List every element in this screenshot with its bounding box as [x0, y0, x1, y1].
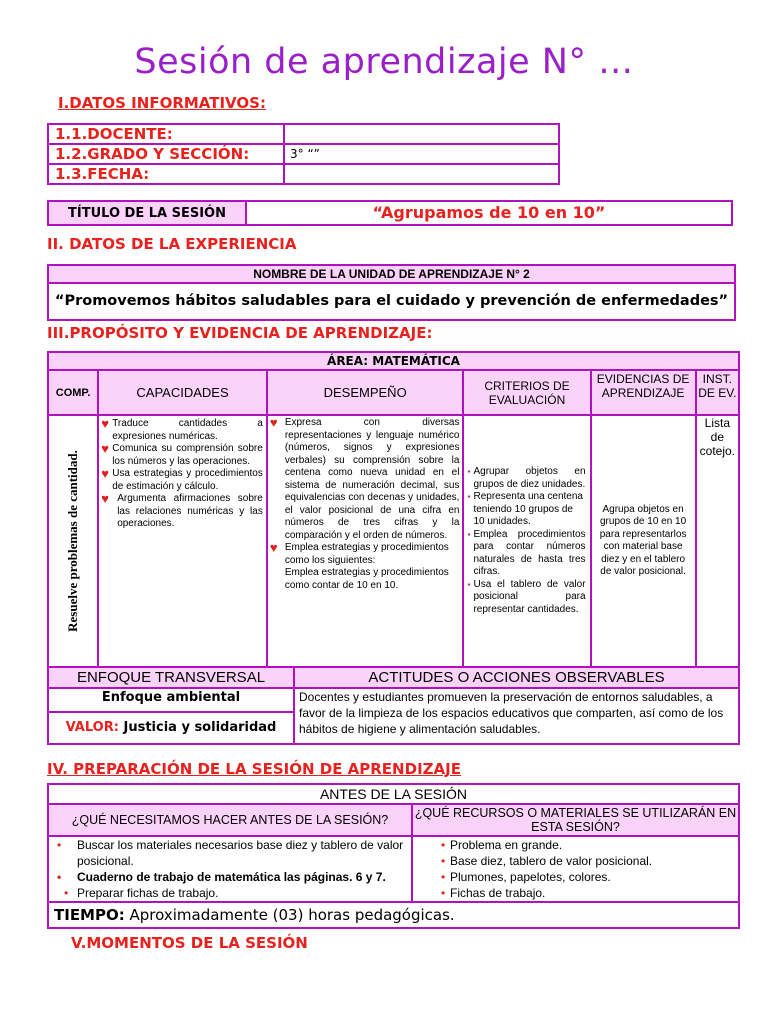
criterio-item: ▪ Agrupar objetos en grupos de diez unidades. [467, 466, 586, 490]
capacidades-cell [98, 415, 267, 667]
tiempo-value: Aproximadamente (03) horas pedagógicas. [129, 906, 455, 924]
desempeno-cell [267, 415, 464, 667]
bullet-icon: • [57, 870, 62, 884]
hacer-item: • Preparar fichas de trabajo. [53, 885, 407, 901]
header-comp: COMP. [48, 370, 98, 415]
heart-icon: ♥ [101, 416, 109, 431]
grado-value: 3° “” [284, 144, 559, 164]
fecha-value [284, 164, 559, 184]
antes-title: ANTES DE LA SESIÓN [48, 784, 739, 804]
section-preparacion: IV. PREPARACIÓN DE LA SESIÓN DE APRENDIZAJE [47, 760, 461, 778]
recurso-item: • Base diez, tablero de valor posicional. [441, 854, 653, 868]
antes-table [47, 783, 740, 929]
bullet-icon: • [441, 870, 446, 884]
header-capacidades: CAPACIDADES [98, 370, 267, 415]
recursos-cell [412, 836, 739, 902]
bullet-icon: ▪ [467, 579, 471, 589]
hacer-item: • Cuaderno de trabajo de matemática las páginas. 6 y 7. [53, 869, 407, 885]
criterio-item: ▪ Emplea procedimientos para contar números naturales de hasta tres cifras. [467, 528, 586, 577]
titulo-value: “Agrupamos de 10 en 10” [246, 201, 732, 225]
section-proposito: III.PROPÓSITO Y EVIDENCIA DE APRENDIZAJE: [47, 324, 433, 342]
q1-header: ¿QUÉ NECESITAMOS HACER ANTES DE LA SESIÓN? [48, 804, 412, 836]
grado-label: 1.2.GRADO Y SECCIÓN: [48, 144, 284, 164]
competencia-cell [48, 415, 98, 667]
bullet-icon: • [441, 886, 446, 900]
bullet-icon: • [57, 838, 62, 852]
header-desempeno: DESEMPEÑO [267, 370, 464, 415]
heart-icon: ♥ [101, 441, 109, 456]
unidad-table [47, 264, 736, 321]
titulo-table [47, 200, 733, 226]
bullet-icon: • [441, 838, 446, 852]
valor-value: Justicia y solidaridad [123, 720, 277, 735]
docente-label: 1.1.DOCENTE: [48, 124, 284, 144]
section-datos-experiencia: II. DATOS DE LA EXPERIENCIA [47, 235, 297, 253]
recurso-item: • Fichas de trabajo. [441, 886, 546, 900]
enfoque-name: Enfoque ambiental [48, 688, 294, 712]
section-datos-informativos: I.DATOS INFORMATIVOS: [58, 94, 266, 112]
valor-label: VALOR: [65, 720, 119, 735]
tiempo-label: TIEMPO: [54, 906, 125, 924]
bullet-icon: • [64, 886, 69, 900]
hacer-item: • Buscar los materiales necesarios base diez y tablero de valor posicional. [53, 837, 407, 869]
enfoque-header: ENFOQUE TRANSVERSAL [48, 667, 294, 688]
evidencia-cell [591, 415, 696, 667]
hacer-cell [48, 836, 412, 902]
bullet-icon: ▪ [467, 529, 471, 539]
bullet-icon: ▪ [467, 492, 471, 501]
page-title: Sesión de aprendizaje N° … [134, 42, 634, 82]
section-momentos: V.MOMENTOS DE LA SESIÓN [71, 934, 308, 952]
heart-icon: ♥ [269, 540, 278, 555]
heart-icon: ♥ [101, 466, 109, 481]
recurso-item: • Problema en grande. [441, 838, 563, 852]
area-table [47, 351, 740, 754]
recurso-item: • Plumones, papelotes, colores. [441, 870, 611, 884]
instrumento-cell [696, 415, 739, 667]
criterio-item: ▪ Representa una centena teniendo 10 grupos de 10 unidades. [467, 491, 583, 527]
unidad-label: NOMBRE DE LA UNIDAD DE APRENDIZAJE N° 2 [48, 265, 735, 283]
unidad-value: “Promovemos hábitos saludables para el cuidado y prevención de enfermedades” [48, 283, 735, 320]
header-criterios: CRITERIOS DE EVALUACIÓN [463, 370, 590, 415]
tiempo-cell [48, 902, 739, 928]
heart-icon: ♥ [269, 415, 278, 430]
capacidad-item: ♥ Traduce cantidades a expresiones numéricas. [101, 416, 263, 442]
bullet-icon: ▪ [467, 467, 471, 476]
instrumento-text: Lista de cotejo. [699, 416, 736, 458]
info-table [47, 123, 560, 185]
heart-icon: ♥ [101, 491, 109, 506]
docente-value [284, 124, 559, 144]
header-evidencias: EVIDENCIAS DE APRENDIZAJE [591, 370, 696, 415]
capacidad-item: ♥ Usa estrategias y procedimientos de estimación y cálculo. [101, 466, 263, 492]
capacidad-item: ♥ Argumenta afirmaciones sobre las relaciones numéricas y las operaciones. [101, 491, 263, 529]
desempeno-item: ♥ Expresa con diversas representaciones y lenguaje numérico (números, signos y expresiones verbales) su comprensión sobre la centena como nueva unidad en el sistema de numeración decimal, sus equivalencias con decenas y unidades, el valor posicional de una cifra en números de tres cifras y la comparación y el orden de números. [269, 415, 460, 541]
actitudes-header: ACTITUDES O ACCIONES OBSERVABLES [294, 667, 739, 688]
q2-header: ¿QUÉ RECURSOS O MATERIALES SE UTILIZARÁN EN ESTA SESIÓN? [412, 804, 739, 836]
titulo-label: TÍTULO DE LA SESIÓN [48, 201, 246, 225]
capacidad-item: ♥ Comunica su comprensión sobre los números y las operaciones. [101, 441, 263, 467]
header-inst: INST. DE EV. [696, 370, 739, 415]
enfoque-table [47, 666, 740, 745]
valor-cell [48, 712, 294, 744]
criterios-cell [463, 415, 590, 667]
area-title: ÁREA: MATEMÁTICA [48, 352, 739, 370]
evidencia-text: Agrupa objetos en grupos de 10 en 10 para representarlos con material base diez y en el tablero de valor posicional. [599, 503, 687, 577]
bullet-icon: • [441, 854, 446, 868]
criterio-item: ▪ Usa el tablero de valor posicional para representar cantidades. [467, 578, 586, 615]
competencia-text: Resuelve problemas de cantidad. [65, 450, 81, 632]
fecha-label: 1.3.FECHA: [48, 164, 284, 184]
actitudes-text: Docentes y estudiantes promueven la preservación de entornos saludables, a favor de la limpieza de los espacios educativos que comparten, así como de los hábitos de higiene y alimentación saludables. [294, 688, 739, 744]
desempeno-item: ♥ Emplea estrategias y procedimientos como los siguientes: Emplea estrategias y procedimientos como contar de 10 en 10. [269, 540, 449, 591]
